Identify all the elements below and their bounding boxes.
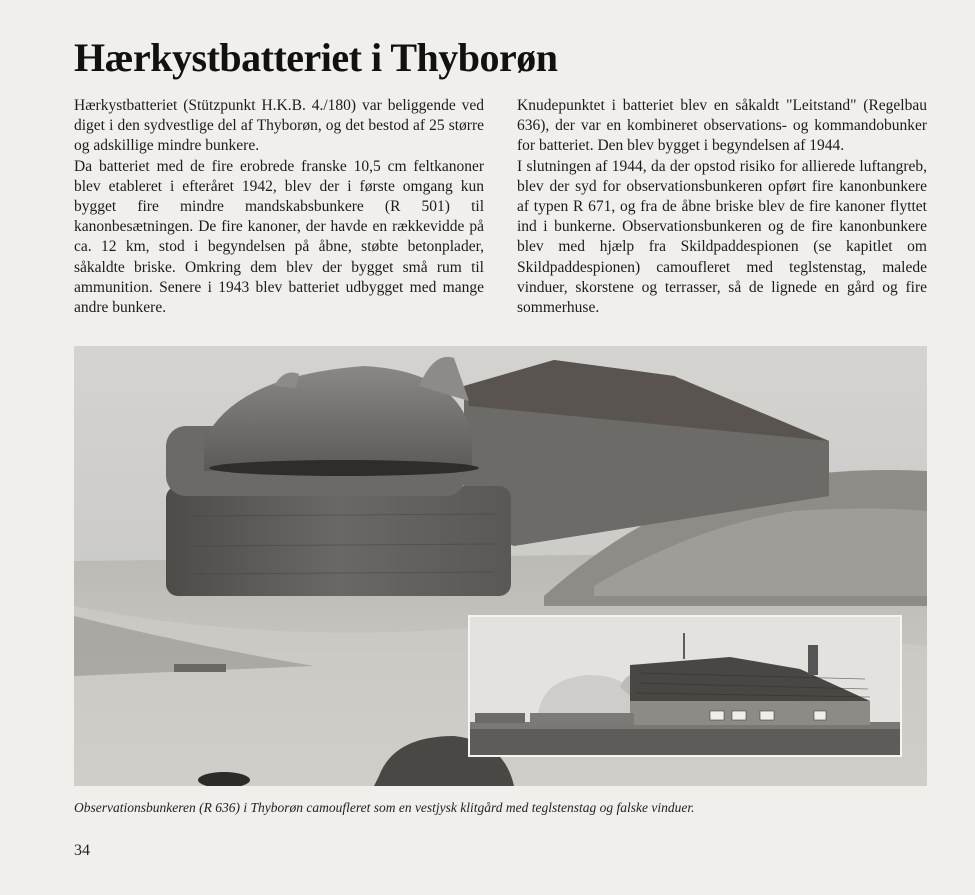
inset-photo [468,615,902,757]
right-text-column [517,96,927,318]
paragraph: I slutningen af 1944, da der opstod risiko for allierede luftangreb, blev der syd for observationsbunkeren opført fire kanonbunkere af typen R 671, og fra de åbne briske blev de fire kanoner flyttet ind i bunkerne. Observationsbunkeren og de fire kanonbunkere blev med hjælp fra Skildpaddespionen (se kapitlet om Skildpaddespionen) camoufleret med teglstenstag, malede vinduer, skorstene og terrasser, så de lignede en gård og fire sommerhuse. [517,157,927,317]
paragraph: Hærkystbatteriet (Stützpunkt H.K.B. 4./180) var beliggende ved diget i den sydvestlige del af Thyborøn, og det bestod af 25 større og adskillige mindre bunkere. [74,97,484,155]
paragraph: Da batteriet med de fire erobrede franske 10,5 cm feltkanoner blev etableret i efteråret 1942, blev der i første omgang kun bygget fire mindre mandskabsbunkere (R 501) til kanonbesætningen. De fire kanoner, der havde en rækkevidde på ca. 12 km, stod i begyndelsen på åbne, støbte betonplader, såkaldte briske. Omkring dem blev der bygget små rum til ammunition. Senere i 1943 blev batteriet udbygget med mange andre bunkere. [74,157,484,317]
page-title: Hærkystbatteriet i Thyborøn [74,35,558,80]
photo-caption: Observationsbunkeren (R 636) i Thyborøn camoufleret som en vestjysk klitgård med teglstenstag og falske vinduer. [74,800,695,815]
left-text-column [74,96,484,318]
page-number: 34 [74,842,90,859]
paragraph: Knudepunktet i batteriet blev en såkaldt "Leitstand" (Regelbau 636), der var en kombineret observations- og kommandobunker for batteriet. Den blev bygget i begyndelsen af 1944. [517,97,927,155]
camouflaged-bunker-illustration [470,617,900,755]
